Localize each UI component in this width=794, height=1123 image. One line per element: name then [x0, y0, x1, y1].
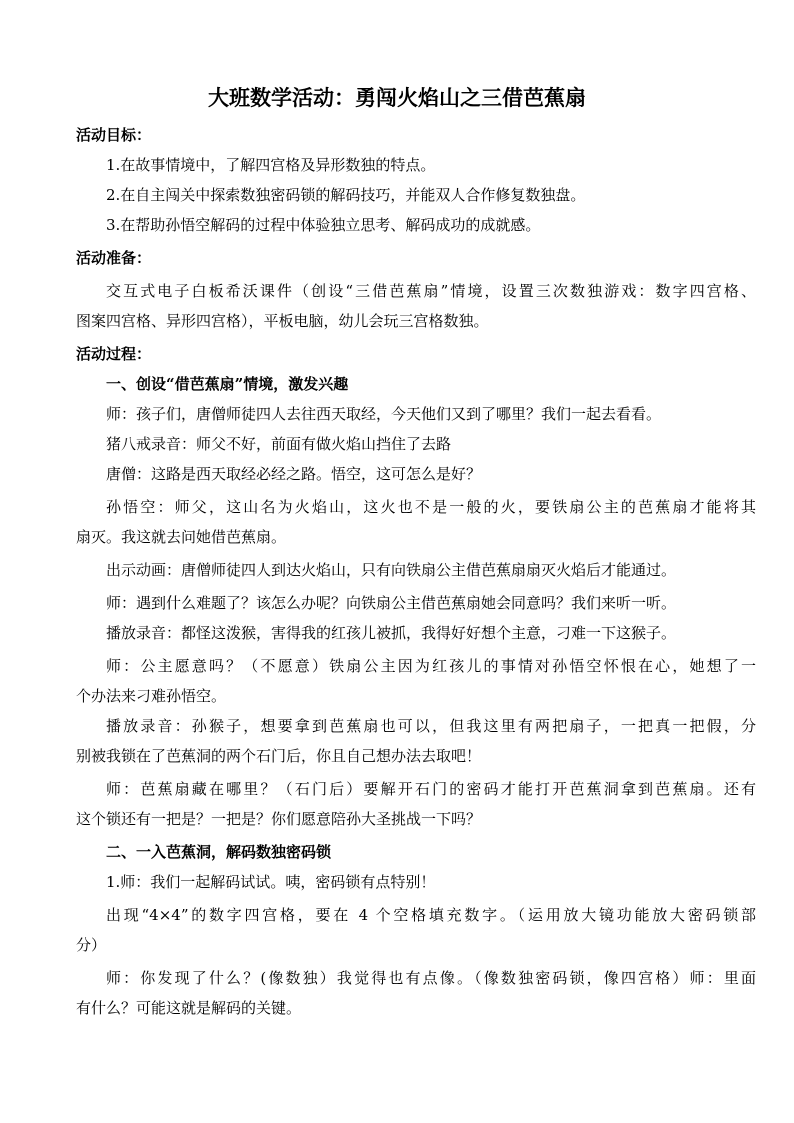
document-title: 大班数学活动：勇闯火焰山之三借芭蕉扇 [208, 85, 586, 110]
paragraph-line: 唐僧：这路是西天取经必经之路。悟空，这可怎么是好？ [106, 465, 482, 483]
paragraph-line: 师：芭蕉扇藏在哪里？（石门后）要解开石门的密码才能打开芭蕉洞拿到芭蕉扇。还有 [106, 780, 756, 798]
paragraph-line: 师：公主愿意吗？（不愿意）铁扇公主因为红孩儿的事情对孙悟空怀恨在心，她想了一 [106, 657, 756, 675]
paragraph-line: 扇灭。我这就去问她借芭蕉扇。 [76, 528, 287, 546]
paragraph-line: 播放录音：都怪这泼猴，害得我的红孩儿被抓，我得好好想个主意，刁难一下这猴子。 [106, 624, 677, 642]
paragraph-line: 图案四宫格、异形四宫格），平板电脑，幼儿会玩三宫格数独。 [76, 312, 489, 330]
subsection-heading-2: 二、一入芭蕉洞，解码数独密码锁 [106, 843, 332, 861]
paragraph-line: 出示动画：唐僧师徒四人到达火焰山，只有向铁扇公主借芭蕉扇扇灭火焰后才能通过。 [106, 561, 677, 579]
section-heading-preparation: 活动准备： [76, 249, 152, 267]
section-heading-process: 活动过程： [76, 345, 152, 363]
paragraph-line: 孙悟空：师父，这山名为火焰山，这火也不是一般的火，要铁扇公主的芭蕉扇才能将其 [106, 498, 756, 516]
paragraph-line: 师：孩子们，唐僧师徒四人去往西天取经，今天他们又到了哪里？我们一起去看看。 [106, 405, 662, 423]
goal-item-1: 1.在故事情境中，了解四宫格及异形数独的特点。 [106, 156, 436, 174]
paragraph-line: 出现“4×4”的数字四宫格，要在 4 个空格填充数字。（运用放大镜功能放大密码锁部 [106, 906, 756, 924]
goal-item-2: 2.在自主闯关中探索数独密码锁的解码技巧，并能双人合作修复数独盘。 [106, 186, 586, 204]
paragraph-line: 猪八戒录音：师父不好，前面有做火焰山挡住了去路 [106, 435, 452, 453]
goal-item-3: 3.在帮助孙悟空解码的过程中体验独立思考、解码成功的成就感。 [106, 216, 541, 234]
paragraph-line: 师：你发现了什么？(像数独）我觉得也有点像。（像数独密码锁，像四宫格）师：里面 [106, 969, 756, 987]
paragraph-line: 播放录音：孙猴子，想要拿到芭蕉扇也可以，但我这里有两把扇子，一把真一把假，分 [106, 717, 756, 735]
paragraph-line: 个办法来刁难孙悟空。 [76, 687, 227, 705]
paragraph-line: 1.师：我们一起解码试试。咦，密码锁有点特别！ [106, 873, 436, 891]
subsection-heading-1: 一、创设“借芭蕉扇”情境，激发兴趣 [106, 375, 349, 393]
paragraph-line: 师：遇到什么难题了？该怎么办呢？向铁扇公主借芭蕉扇她会同意吗？我们来听一听。 [106, 594, 677, 612]
paragraph-line: 有什么？可能这就是解码的关键。 [76, 999, 302, 1017]
section-heading-goals: 活动目标： [76, 126, 152, 144]
paragraph-line: 这个锁还有一把是？一把是？你们愿意陪孙大圣挑战一下吗？ [76, 810, 482, 828]
paragraph-line: 分） [76, 936, 107, 954]
paragraph-line: 交互式电子白板希沃课件（创设“三借芭蕉扇”情境，设置三次数独游戏：数字四宫格、 [106, 282, 756, 300]
paragraph-line: 别被我锁在了芭蕉洞的两个石门后，你且自己想办法去取吧！ [76, 747, 482, 765]
